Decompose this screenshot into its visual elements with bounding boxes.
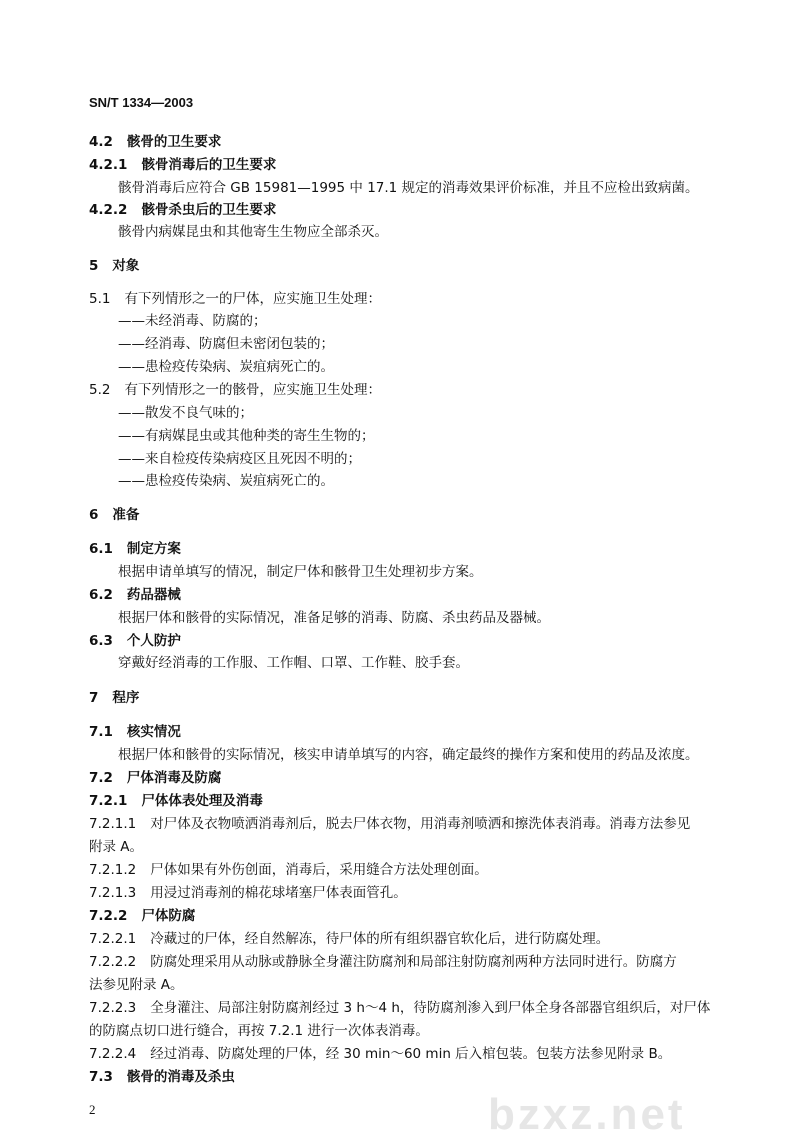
section-number: 4.2.1 [89, 157, 128, 173]
clause-7-2-2-2 [89, 952, 677, 972]
heading-7-2-2 [89, 906, 195, 926]
section-number: 7.1 [89, 724, 113, 740]
list-item: ——散发不良气味的； [118, 405, 253, 421]
section-title: 尸体体表处理及消毒 [141, 793, 263, 809]
clause-text: 经过消毒、防腐处理的尸体，经 30 min～60 min 后入棺包装。包装方法参见附录 B。 [150, 1046, 672, 1062]
section-number: 7.2.1.1 [89, 816, 137, 832]
section-title: 核实情况 [126, 724, 181, 740]
section-number: 7.2.2.3 [89, 1000, 137, 1016]
section-number: 7.2.1 [89, 793, 128, 809]
heading-5 [89, 256, 139, 276]
section-number: 4.2 [89, 134, 113, 150]
section-number: 7.3 [89, 1069, 113, 1085]
section-title: 对象 [112, 258, 140, 274]
paragraph: 骸骨内病媒昆虫和其他寄生生物应全部杀灭。 [118, 224, 388, 240]
clause-text: 有下列情形之一的骸骨，应实施卫生处理： [124, 382, 381, 398]
section-title: 制定方案 [126, 541, 181, 557]
section-title: 骸骨的卫生要求 [126, 134, 222, 150]
clause-7-2-1-2 [89, 860, 488, 880]
list-item: ——有病媒昆虫或其他种类的寄生生物的； [118, 428, 375, 444]
section-title: 个人防护 [126, 633, 181, 649]
page-number: 2 [89, 1102, 96, 1117]
standard-code: SN/T 1334—2003 [89, 95, 194, 110]
section-number: 6.3 [89, 633, 113, 649]
list-item: ——患检疫传染病、炭疽病死亡的。 [118, 473, 334, 489]
clause-7-2-2-3 [89, 998, 710, 1018]
section-title: 骸骨杀虫后的卫生要求 [141, 202, 277, 218]
heading-6-2 [89, 585, 181, 605]
paragraph: 穿戴好经消毒的工作服、工作帽、口罩、工作鞋、胶手套。 [118, 655, 469, 671]
heading-7-3 [89, 1067, 235, 1087]
section-title: 药品器械 [126, 587, 181, 603]
section-title: 尸体防腐 [141, 908, 196, 924]
section-number: 7.2.2 [89, 908, 128, 924]
section-number: 7.2.2.1 [89, 931, 137, 947]
clause-5-1 [89, 289, 381, 309]
section-number: 7.2.2.4 [89, 1046, 137, 1062]
list-item: ——经消毒、防腐但未密闭包装的； [118, 336, 334, 352]
section-title: 程序 [112, 690, 140, 706]
heading-6-3 [89, 631, 181, 651]
section-number: 6.2 [89, 587, 113, 603]
clause-text: 防腐处理采用从动脉或静脉全身灌注防腐剂和局部注射防腐剂两种方法同时进行。防腐方 [150, 954, 677, 970]
clause-continuation: 法参见附录 A。 [89, 977, 184, 993]
heading-7 [89, 688, 139, 708]
section-number: 5.1 [89, 291, 111, 307]
clause-text: 尸体如果有外伤创面，消毒后，采用缝合方法处理创面。 [150, 862, 488, 878]
heading-7-2 [89, 768, 221, 788]
heading-7-2-1 [89, 791, 263, 811]
section-number: 6.1 [89, 541, 113, 557]
clause-text: 冷藏过的尸体，经自然解冻，待尸体的所有组织器官软化后，进行防腐处理。 [150, 931, 610, 947]
paragraph: 根据尸体和骸骨的实际情况，核实申请单填写的内容，确定最终的操作方案和使用的药品及浓度。 [118, 747, 699, 763]
section-title: 骸骨的消毒及杀虫 [126, 1069, 235, 1085]
clause-7-2-2-4 [89, 1044, 671, 1064]
section-number: 7.2.1.2 [89, 862, 137, 878]
list-item: ——患检疫传染病、炭疽病死亡的。 [118, 359, 334, 375]
section-title: 准备 [112, 507, 140, 523]
paragraph: 根据尸体和骸骨的实际情况，准备足够的消毒、防腐、杀虫药品及器械。 [118, 610, 550, 626]
watermark: bzxz.net [488, 1090, 686, 1139]
section-number: 7.2 [89, 770, 113, 786]
heading-7-1 [89, 722, 181, 742]
clause-continuation: 附录 A。 [89, 839, 144, 855]
clause-7-2-1-1 [89, 814, 690, 834]
paragraph: 根据申请单填写的情况，制定尸体和骸骨卫生处理初步方案。 [118, 564, 483, 580]
section-number: 7.2.2.2 [89, 954, 137, 970]
clause-text: 全身灌注、局部注射防腐剂经过 3 h～4 h，待防腐剂渗入到尸体全身各部器官组织后，对尸体 [150, 1000, 711, 1016]
clause-continuation: 的防腐点切口进行缝合，再按 7.2.1 进行一次体表消毒。 [89, 1023, 429, 1039]
clause-5-2 [89, 380, 381, 400]
section-number: 5 [89, 258, 99, 274]
clause-text: 有下列情形之一的尸体，应实施卫生处理： [124, 291, 381, 307]
clause-text: 用浸过消毒剂的棉花球堵塞尸体表面管孔。 [150, 885, 407, 901]
heading-4-2-1 [89, 155, 276, 175]
section-number: 4.2.2 [89, 202, 128, 218]
heading-4-2-2 [89, 200, 276, 220]
section-title: 尸体消毒及防腐 [126, 770, 222, 786]
section-title: 骸骨消毒后的卫生要求 [141, 157, 277, 173]
clause-text: 对尸体及衣物喷洒消毒剂后，脱去尸体衣物，用消毒剂喷洒和擦洗体表消毒。消毒方法参见 [150, 816, 691, 832]
section-number: 5.2 [89, 382, 111, 398]
list-item: ——未经消毒、防腐的； [118, 313, 267, 329]
heading-6-1 [89, 539, 181, 559]
section-number: 6 [89, 507, 99, 523]
heading-4-2 [89, 132, 221, 152]
section-number: 7 [89, 690, 99, 706]
heading-6 [89, 505, 139, 525]
list-item: ——来自检疫传染病疫区且死因不明的； [118, 451, 361, 467]
clause-7-2-1-3 [89, 883, 407, 903]
paragraph: 骸骨消毒后应符合 GB 15981—1995 中 17.1 规定的消毒效果评价标准，并且不应检出致病菌。 [118, 180, 699, 196]
clause-7-2-2-1 [89, 929, 609, 949]
section-number: 7.2.1.3 [89, 885, 137, 901]
